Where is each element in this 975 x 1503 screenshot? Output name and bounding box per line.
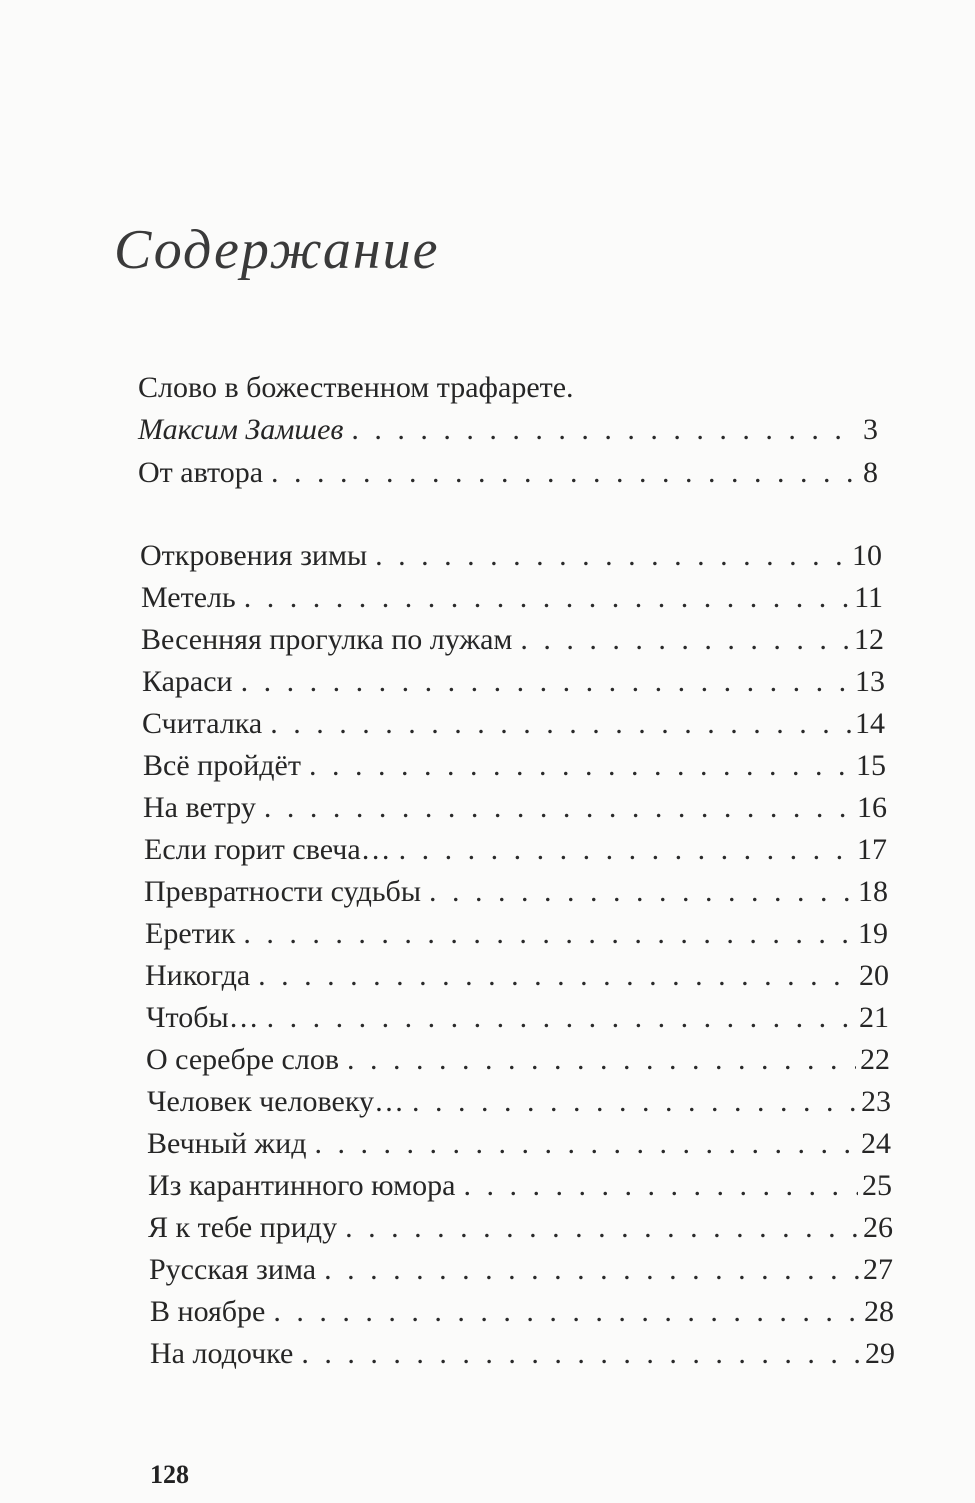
toc-entry-page: 28 — [864, 1295, 894, 1328]
toc-entry-title: Никогда — [145, 959, 251, 992]
toc-entry[interactable] — [147, 1126, 891, 1162]
toc-entry[interactable] — [147, 1084, 891, 1120]
dot-leader — [270, 706, 851, 742]
toc-entry-title: На ветру — [143, 791, 256, 824]
dot-leader — [347, 1042, 856, 1078]
toc-entry[interactable] — [143, 748, 886, 784]
toc-entry-page: 12 — [854, 623, 884, 656]
page-title: Содержание — [114, 219, 440, 281]
dot-leader — [271, 455, 859, 491]
toc-entry-title: Еретик — [145, 917, 236, 950]
toc-entry[interactable] — [145, 958, 889, 994]
toc-entry-title: Человек человеку… — [147, 1085, 404, 1118]
dot-leader — [264, 790, 853, 826]
toc-entry-page: 22 — [860, 1043, 890, 1076]
toc-entry-page: 8 — [863, 456, 878, 489]
toc-entry-title: Максим Замшев — [138, 413, 344, 446]
dot-leader — [375, 538, 848, 574]
toc-entry-title: О серебре слов — [146, 1043, 340, 1076]
dot-leader — [429, 874, 854, 910]
dot-leader — [273, 1294, 860, 1330]
toc-entry[interactable] — [143, 790, 887, 826]
toc-entry[interactable] — [150, 1336, 895, 1372]
toc-entry[interactable] — [140, 538, 882, 574]
dot-leader — [412, 1084, 857, 1120]
dot-leader — [267, 1000, 855, 1036]
toc-entry-page: 20 — [859, 959, 889, 992]
toc-entry-page: 11 — [854, 581, 883, 614]
dot-leader — [244, 580, 850, 616]
toc-entry-page: 17 — [857, 833, 887, 866]
dot-leader — [463, 1168, 858, 1204]
toc-entry[interactable] — [144, 874, 888, 910]
toc-entry[interactable] — [138, 455, 878, 491]
toc-entry-page: 18 — [858, 875, 888, 908]
toc-entry-title: Караси — [142, 665, 233, 698]
dot-leader — [324, 1252, 859, 1288]
dot-leader — [399, 832, 853, 868]
dot-leader — [258, 958, 855, 994]
dot-leader — [314, 1126, 857, 1162]
toc-entry[interactable] — [148, 1210, 893, 1246]
toc-entry-page: 25 — [862, 1169, 892, 1202]
toc-entry[interactable] — [149, 1252, 893, 1288]
toc-entry-title: Весенняя прогулка по лужам — [141, 623, 513, 656]
toc-entry[interactable] — [146, 1000, 889, 1036]
toc-entry[interactable] — [146, 1042, 890, 1078]
toc-entry-page: 24 — [861, 1127, 891, 1160]
toc-entry-title: Из карантинного юмора — [148, 1169, 456, 1202]
toc-entry[interactable] — [145, 916, 888, 952]
toc-entry[interactable] — [142, 664, 885, 700]
toc-entry-page: 29 — [865, 1337, 895, 1370]
toc-entry-page: 26 — [863, 1211, 893, 1244]
toc-entry-page: 15 — [856, 749, 886, 782]
dot-leader — [301, 1336, 861, 1372]
toc-entry-page: 13 — [855, 665, 885, 698]
toc-entry-page: 3 — [863, 413, 878, 446]
dot-leader — [351, 412, 859, 448]
toc-entry[interactable] — [148, 1168, 892, 1204]
dot-leader — [241, 664, 851, 700]
dot-leader — [309, 748, 852, 784]
toc-entry[interactable] — [138, 370, 878, 406]
toc-entry-title: От автора — [138, 456, 264, 489]
page-number: 128 — [150, 1460, 189, 1489]
toc-entry-page: 27 — [863, 1253, 893, 1286]
toc-entry-page: 10 — [852, 539, 882, 572]
dot-leader — [243, 916, 854, 952]
toc-entry[interactable] — [150, 1294, 894, 1330]
toc-entry[interactable] — [141, 622, 884, 658]
toc-entry-title: В ноябре — [150, 1295, 266, 1328]
toc-entry-title: Чтобы… — [146, 1001, 259, 1034]
dot-leader — [520, 622, 850, 658]
toc-entry[interactable] — [138, 412, 878, 448]
dot-leader — [345, 1210, 859, 1246]
toc-entry-title: Я к тебе приду — [148, 1211, 338, 1244]
toc-entry[interactable] — [144, 832, 887, 868]
toc-entry-page: 16 — [857, 791, 887, 824]
toc-entry-title: Всё пройдёт — [143, 749, 301, 782]
toc-entry-title: Если горит свеча… — [144, 833, 391, 866]
toc-entry-title: На лодочке — [150, 1337, 294, 1370]
toc-entry-title: Превратности судьбы — [144, 875, 421, 908]
toc-entry-title: Русская зима — [149, 1253, 317, 1286]
toc-entry-page: 14 — [855, 707, 885, 740]
toc-entry-page: 19 — [858, 917, 888, 950]
toc-entry-page: 23 — [861, 1085, 891, 1118]
toc-entry-page: 21 — [859, 1001, 889, 1034]
toc-entry-title: Метель — [141, 581, 236, 614]
toc-entry[interactable] — [142, 706, 885, 742]
toc-entry-title: Слово в божественном трафарете. — [138, 371, 574, 404]
toc-entry-title: Откровения зимы — [140, 539, 368, 572]
toc-entry-title: Считалка — [142, 707, 263, 740]
toc-entry-title: Вечный жид — [147, 1127, 307, 1160]
toc-entry[interactable] — [141, 580, 883, 616]
